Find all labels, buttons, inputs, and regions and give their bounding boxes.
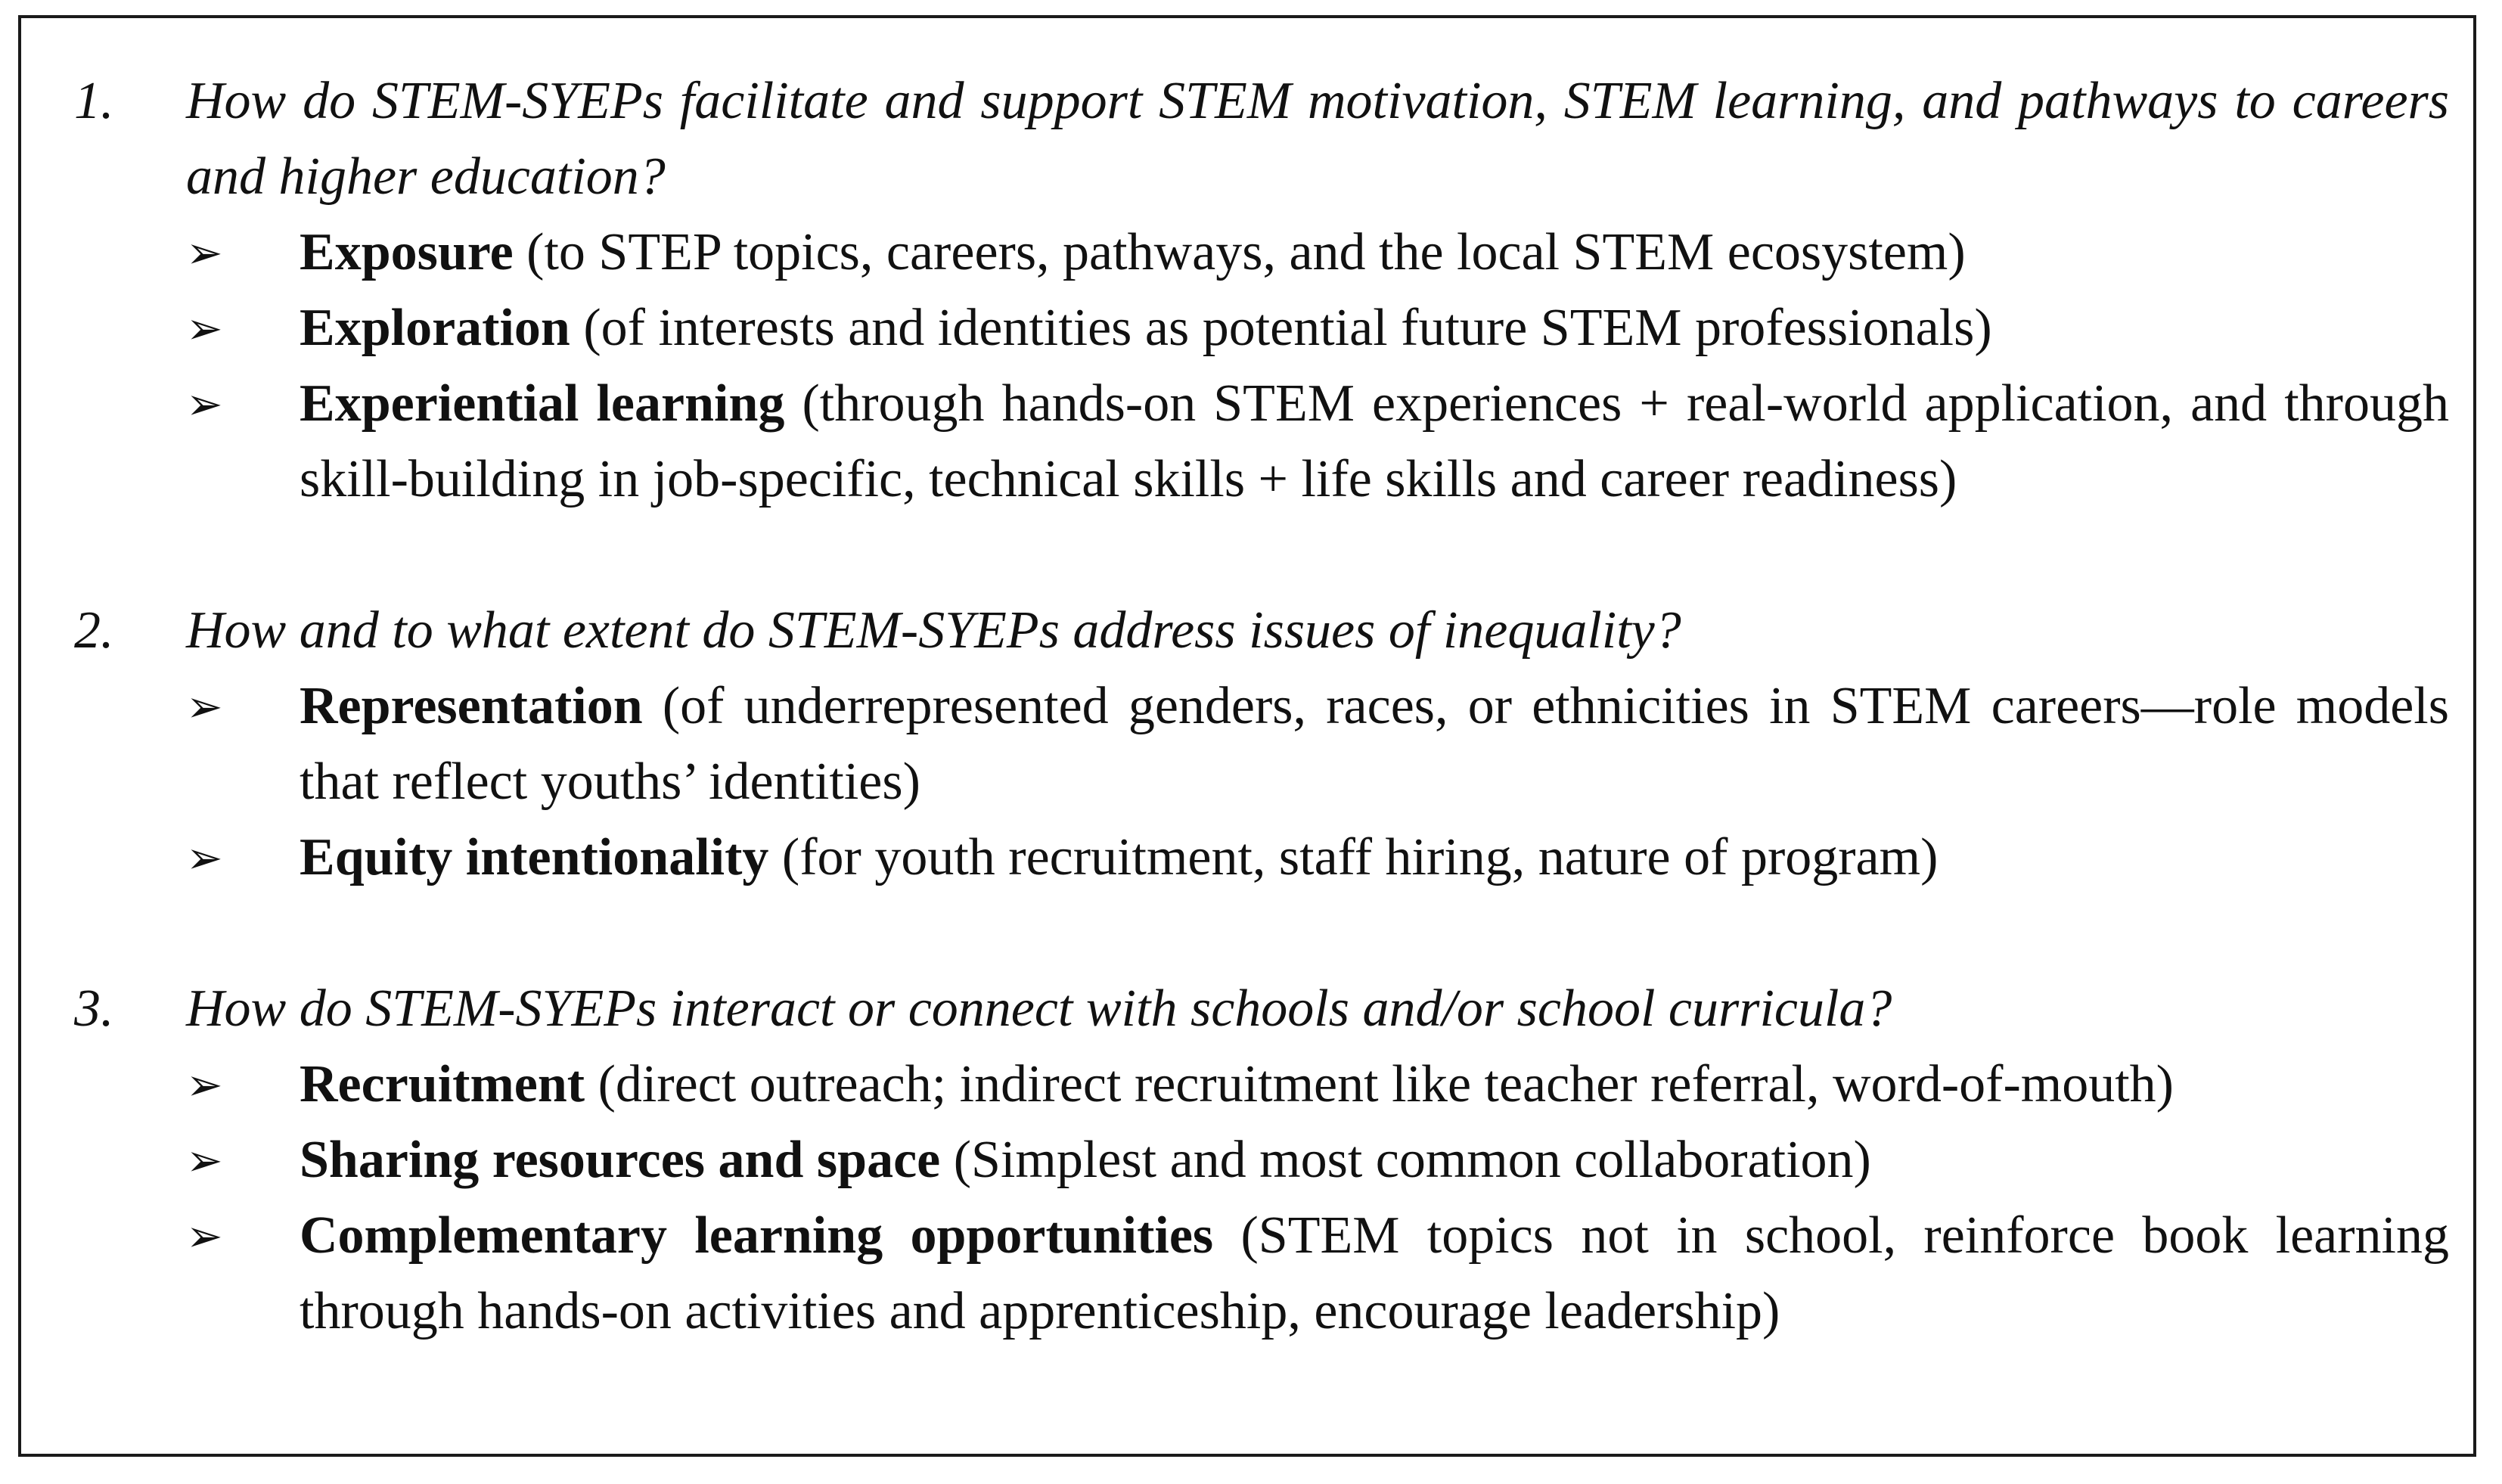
item-term: Exploration [300, 299, 570, 357]
question-text: How do STEM-SYEPs facilitate and support STEM motivation, STEM learning, and pathways to careers and higher education? [186, 72, 2449, 206]
arrow-bullet-icon: ➢ [186, 1210, 223, 1262]
item-term: Representation [300, 677, 643, 735]
list-item [51, 1047, 2449, 1122]
section-spacer [51, 517, 2449, 593]
question-1 [51, 64, 2449, 215]
question-number: 2. [74, 601, 114, 660]
question-number: 1. [74, 72, 114, 130]
figure-box [18, 15, 2476, 1457]
item-detail: (direct outreach; indirect recruitment like teacher referral, word-of-mouth) [585, 1055, 2174, 1113]
item-detail: (through hands-on STEM experiences + real-world application, and through skill-building in job-specific, technical skills + life skills and career readiness) [300, 374, 2449, 508]
item-detail: (STEM topics not in school, reinforce book learning through hands-on activities and apprenticeship, encourage leadership) [300, 1206, 2449, 1340]
arrow-bullet-icon: ➢ [186, 227, 223, 278]
list-item [51, 1122, 2449, 1198]
arrow-bullet-icon: ➢ [186, 681, 223, 732]
arrow-bullet-icon: ➢ [186, 1135, 223, 1186]
question-text: How do STEM-SYEPs interact or connect with schools and/or school curricula? [186, 980, 1892, 1038]
list-item [51, 290, 2449, 366]
item-term: Sharing resources and space [300, 1131, 941, 1189]
item-detail: (for youth recruitment, staff hiring, nature of program) [768, 828, 1939, 886]
arrow-bullet-icon: ➢ [186, 1059, 223, 1110]
question-3 [51, 971, 2449, 1047]
arrow-bullet-icon: ➢ [186, 303, 223, 354]
item-term: Complementary learning opportunities [300, 1206, 1214, 1265]
item-detail: (to STEP topics, careers, pathways, and the local STEM ecosystem) [513, 223, 1966, 281]
arrow-bullet-icon: ➢ [186, 378, 223, 430]
list-item [51, 820, 2449, 896]
item-detail: (of underrepresented genders, races, or ethnicities in STEM careers—role models that reflect youths’ identities) [300, 677, 2449, 811]
section-spacer [51, 896, 2449, 971]
list-item [51, 669, 2449, 820]
question-2 [51, 593, 2449, 669]
item-term: Recruitment [300, 1055, 585, 1113]
question-2-items [51, 669, 2449, 896]
list-item [51, 215, 2449, 290]
research-questions-list [51, 64, 2449, 1349]
item-detail: (Simplest and most common collaboration) [940, 1131, 1871, 1189]
item-term: Experiential learning [300, 374, 785, 433]
item-term: Equity intentionality [300, 828, 769, 886]
question-1-items [51, 215, 2449, 517]
question-number: 3. [74, 980, 114, 1038]
list-item [51, 366, 2449, 517]
arrow-bullet-icon: ➢ [186, 832, 223, 883]
item-detail: (of interests and identities as potential future STEM professionals) [570, 299, 1992, 357]
item-term: Exposure [300, 223, 514, 281]
question-text: How and to what extent do STEM-SYEPs address issues of inequality? [186, 601, 1681, 660]
question-3-items [51, 1047, 2449, 1349]
list-item [51, 1198, 2449, 1349]
